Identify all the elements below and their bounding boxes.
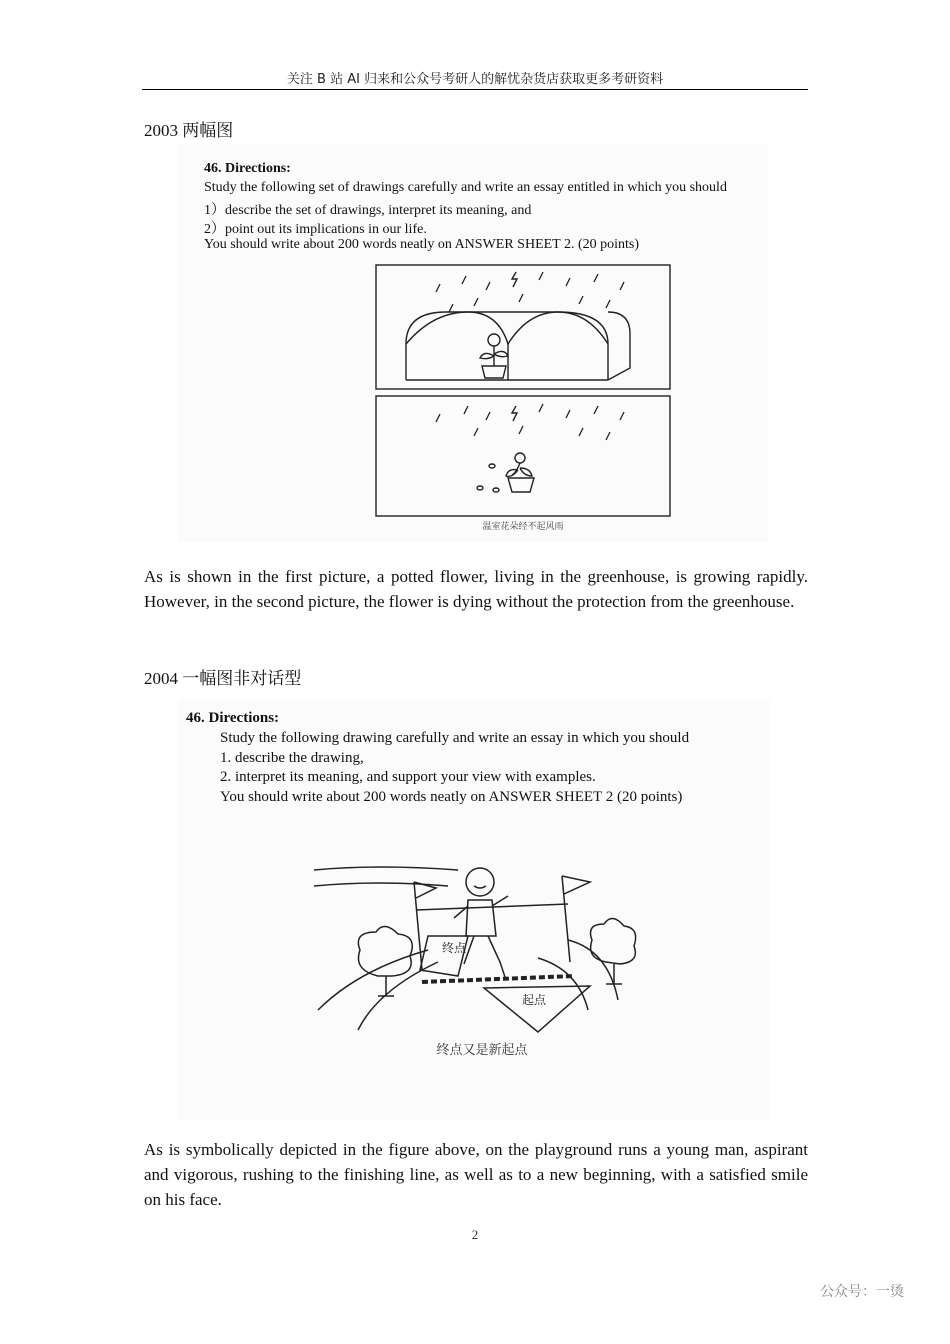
directions-line: You should write about 200 words neatly on ANSWER SHEET 2. (20 points) <box>204 237 640 252</box>
directions-line: 1）describe the set of drawings, interpret its meaning, and <box>204 203 532 218</box>
header-divider <box>142 89 808 90</box>
directions-line: Study the following drawing carefully and write an essay in which you should <box>220 730 690 746</box>
greenhouse-icon <box>406 312 630 380</box>
directions-title: 46. Directions: <box>186 710 280 726</box>
finish-line-drawing <box>178 700 770 1120</box>
arrow-text: 起点 <box>522 993 547 1007</box>
finish-line <box>422 976 574 982</box>
page-number: 2 <box>471 1227 479 1242</box>
figure-2004 <box>178 700 770 1120</box>
lightning-icon <box>512 406 517 421</box>
directions-line: 1. describe the drawing, <box>220 750 364 766</box>
motion-line <box>314 867 458 870</box>
outdoor-panel-frame <box>376 396 670 516</box>
figure-caption: 终点又是新起点 <box>436 1043 528 1058</box>
runner-icon <box>454 868 508 980</box>
flag-icon <box>414 882 436 970</box>
sign-text: 终点 <box>442 941 467 955</box>
lightning-icon <box>512 272 517 287</box>
flag-icon <box>562 876 590 962</box>
potted-flower-icon <box>480 334 508 378</box>
page-header: 关注 B 站 AI 归来和公众号考研人的解忧杂货店获取更多考研资料 <box>286 72 664 87</box>
rain-icon <box>436 404 624 440</box>
greenhouse-drawings <box>178 144 768 542</box>
motion-line <box>568 940 618 1000</box>
paragraph-2003: As is shown in the first picture, a potted flower, living in the greenhouse, is growing rapidly. However, in the second picture, the flower is dying without the protection from the greenhouse. <box>144 567 808 611</box>
paragraph-2004: As is symbolically depicted in the figure above, on the playground runs a young man, aspirant and vigorous, rushing to the finishing line, as well as to a new beginning, with a satisfied smile on his face. <box>144 1140 808 1209</box>
section-title-2004: 2004 一幅图非对话型 <box>144 669 302 688</box>
section-title-2003: 2003 两幅图 <box>144 121 234 140</box>
figure-2003 <box>178 144 768 542</box>
directions-line: Study the following set of drawings carefully and write an essay entitled in which you should <box>204 180 727 195</box>
directions-title: 46. Directions: <box>204 161 291 176</box>
tree-icon <box>591 918 636 984</box>
directions-line: You should write about 200 words neatly on ANSWER SHEET 2 (20 points) <box>220 789 683 805</box>
directions-line: 2）point out its implications in our life. <box>204 222 427 237</box>
directions-line: 2. interpret its meaning, and support your view with examples. <box>220 769 596 785</box>
figure-caption: 温室花朵经不起风雨 <box>482 522 564 532</box>
wilted-flower-icon <box>477 453 534 492</box>
watermark: 公众号：一烫 <box>820 1284 904 1300</box>
tree-icon <box>358 926 412 996</box>
rain-icon <box>436 272 624 312</box>
